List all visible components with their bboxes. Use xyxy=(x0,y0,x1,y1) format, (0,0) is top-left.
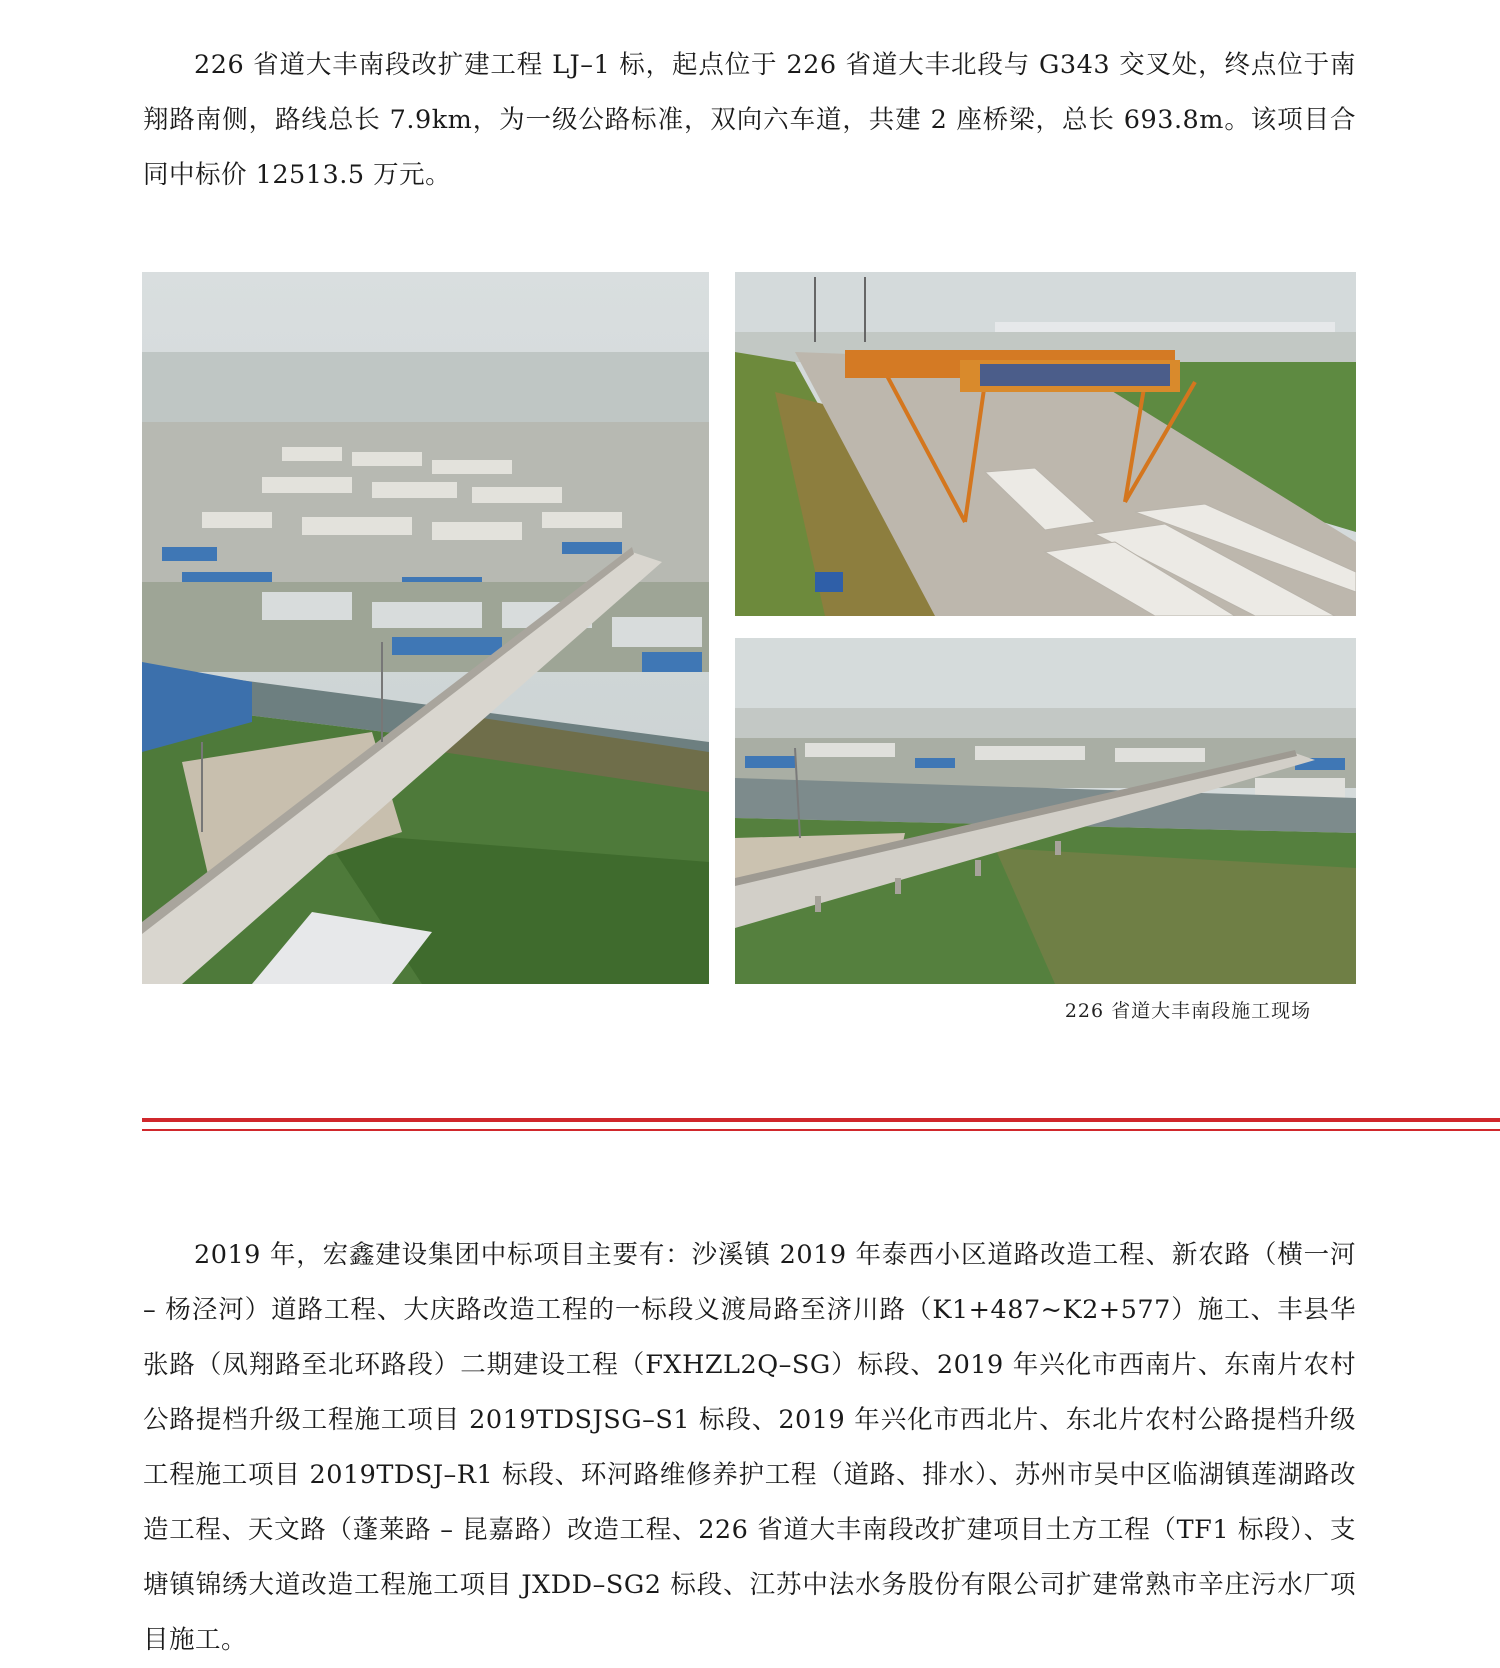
photo-caption: 226 省道大丰南段施工现场 xyxy=(1064,1000,1312,1022)
section-divider-thick xyxy=(142,1118,1500,1122)
section-divider-thin xyxy=(142,1129,1500,1131)
intro-paragraph: 226 省道大丰南段改扩建工程 LJ–1 标，起点位于 226 省道大丰北段与 G343 交叉处，终点位于南翔路南侧，路线总长 7.9km，为一级公路标准，双向六车道，共建 2 座桥梁，总长 693.8m。该项目合同中标价 12513.5 万元。 xyxy=(143,50,1356,190)
bridge-aerial-photo xyxy=(142,272,709,984)
projects-paragraph: 2019 年，宏鑫建设集团中标项目主要有：沙溪镇 2019 年泰西小区道路改造工程、新农路（横一河 – 杨泾河）道路工程、大庆路改造工程的一标段义渡局路至济川路（K1+487~K2+577）施工、丰县华张路（凤翔路至北环路段）二期建设工程（FXHZL2Q–SG）标段、2019 年兴化市西南片、东南片农村公路提档升级工程施工项目 2019TDSJSG–S1 标段、2019 年兴化市西北片、东北片农村公路提档升级工程施工项目 2019TDSJ–R1 标段、环河路维修养护工程（道路、排水）、苏州市吴中区临湖镇莲湖路改造工程、天文路（蓬莱路 – 昆嘉路）改造工程、226 省道大丰南段改扩建项目土方工程（TF1 标段）、支塘镇锦绣大道改造工程施工项目 JXDD–SG2 标段、江苏中法水务股份有限公司扩建常熟市辛庄污水厂项目施工。 xyxy=(143,1240,1356,1655)
bridge-wide-photo xyxy=(735,638,1356,984)
precast-yard-photo xyxy=(735,272,1356,616)
